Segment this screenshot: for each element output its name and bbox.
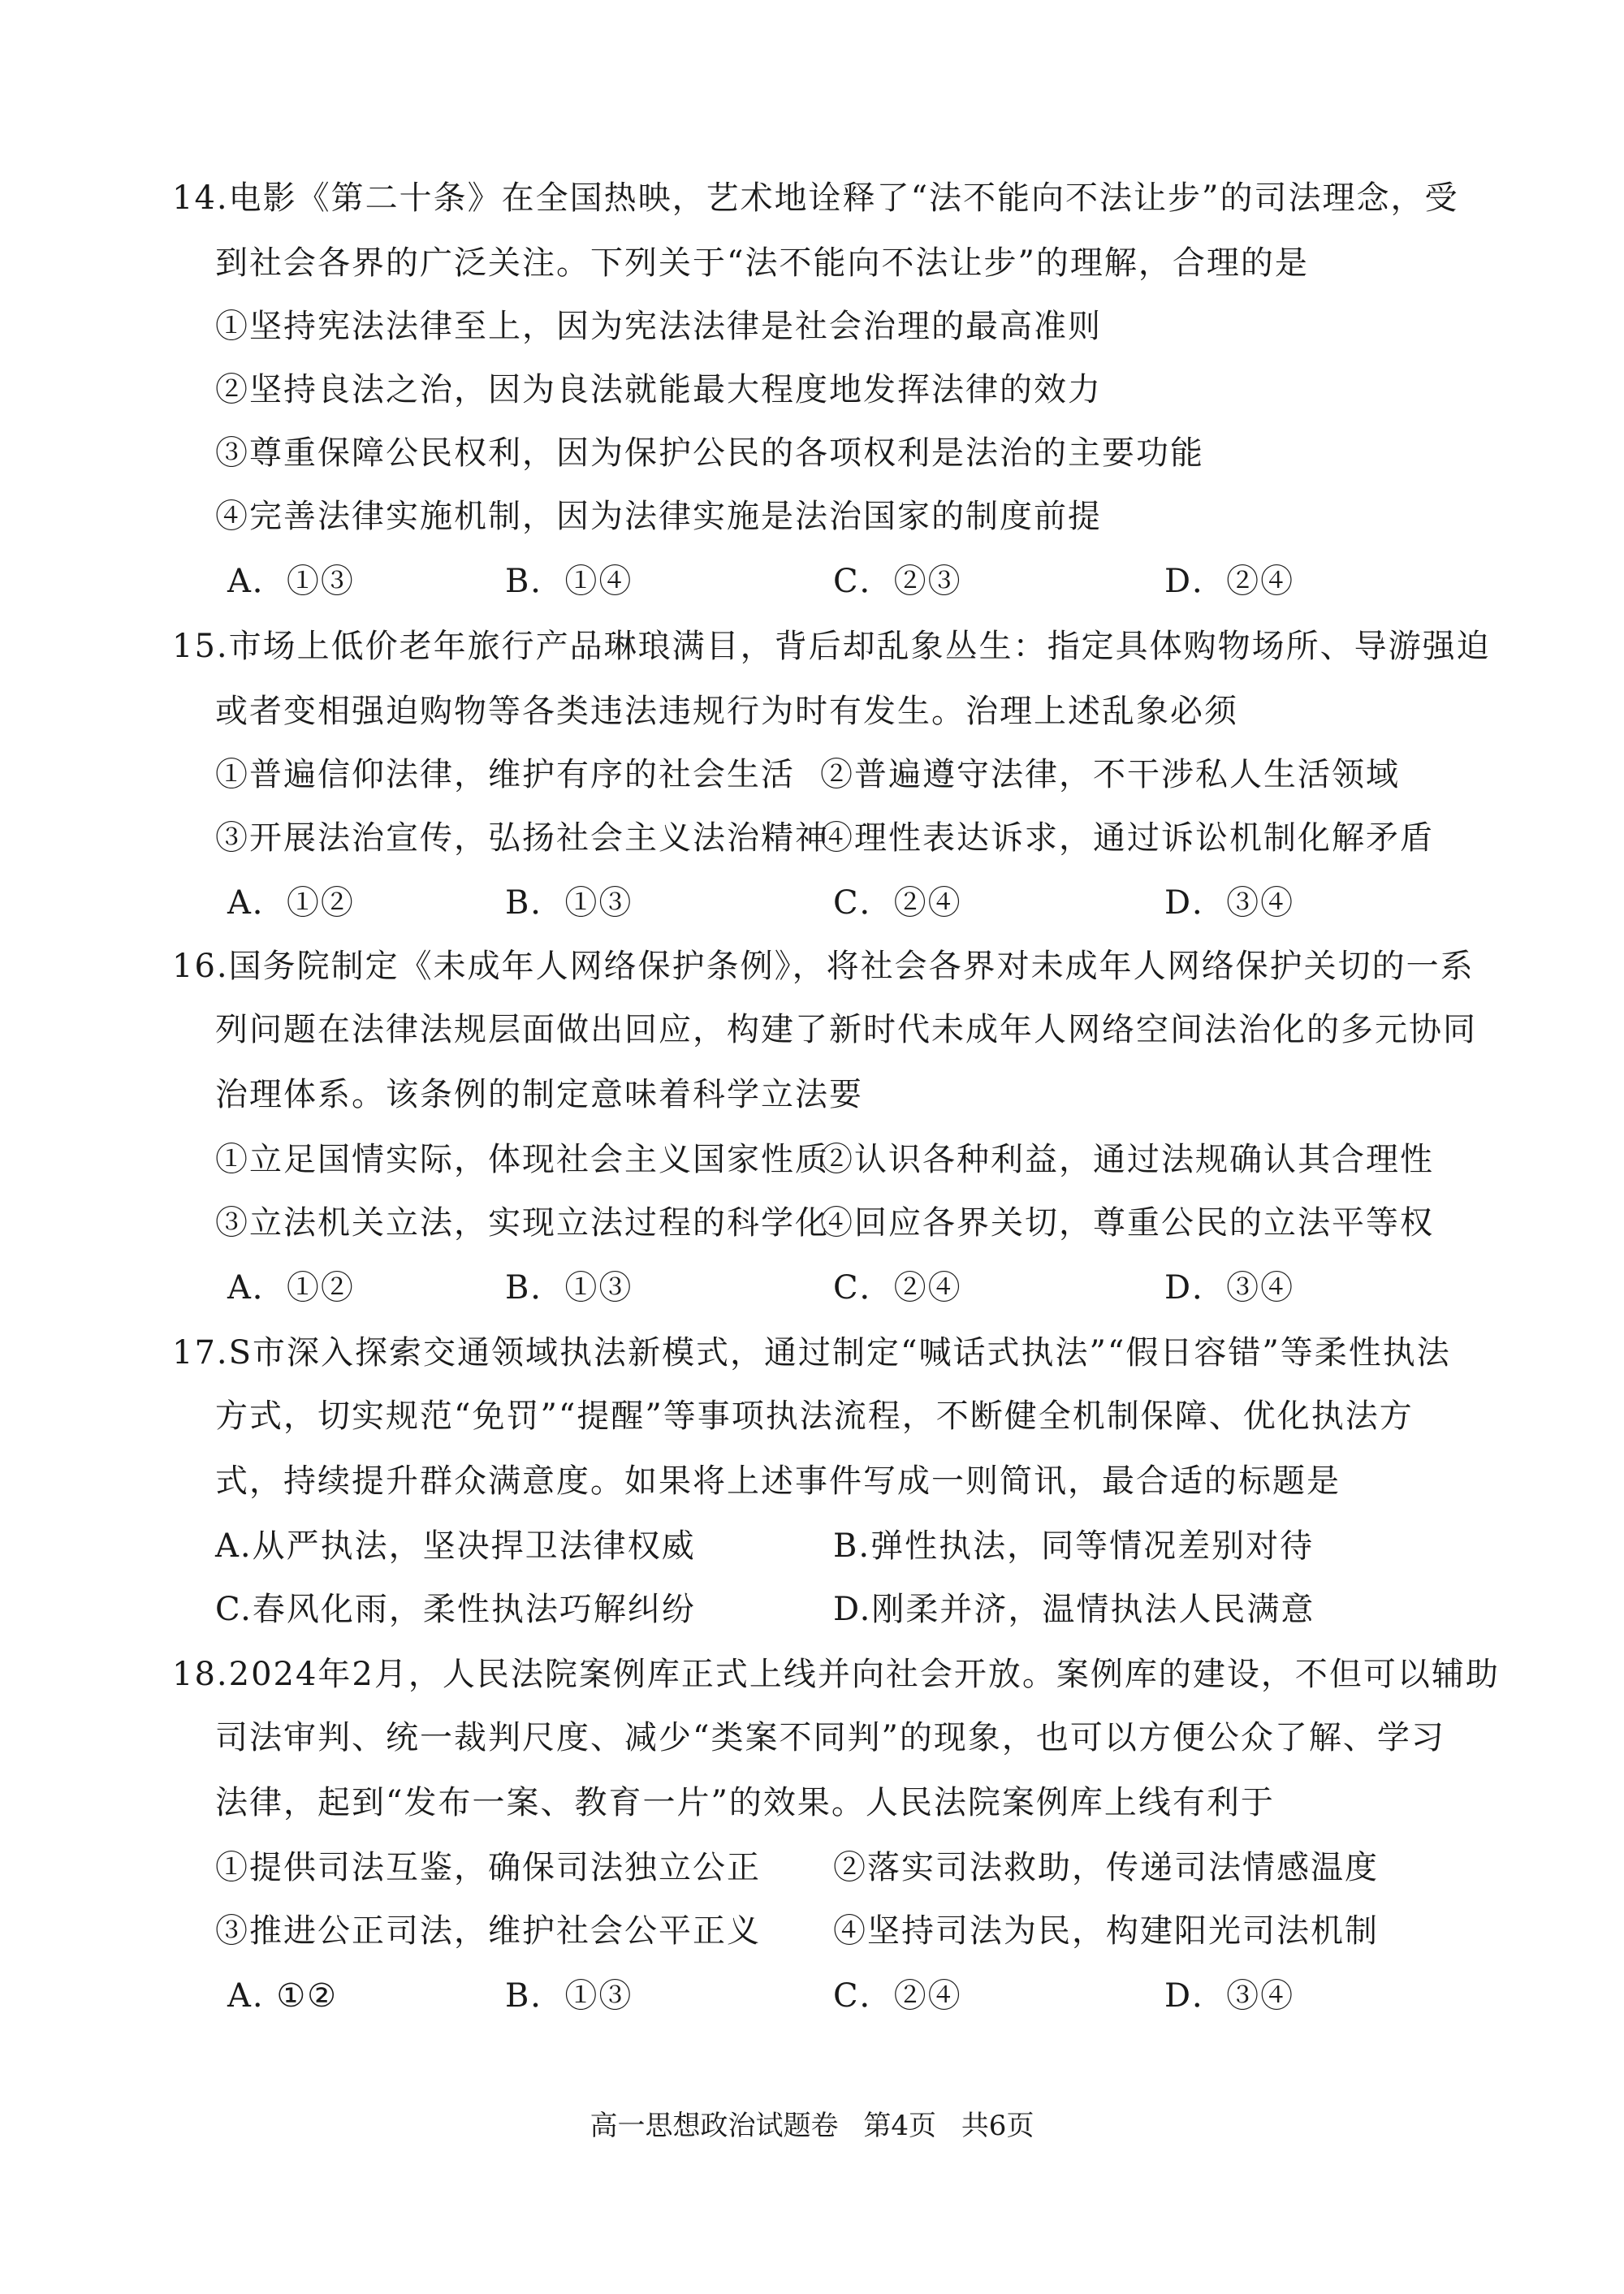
q17-option-c: C.春风化雨，柔性执法巧解纠纷 (215, 1591, 696, 1628)
q14-stem-line-2: 到社会各界的广泛关注。下列关于“法不能向不法让步”的理解，合理的是 (215, 244, 1309, 282)
q18-statement-1: ①提供司法互鉴，确保司法独立公正 (215, 1849, 761, 1886)
q15-option-a: A．①② (227, 884, 355, 922)
q14-option-d: D．②④ (1164, 563, 1295, 600)
q15-statement-1: ①普遍信仰法律，维护有序的社会生活 (215, 756, 795, 793)
q17-option-b: B.弹性执法，同等情况差别对待 (833, 1527, 1315, 1565)
q15-option-b: B．①③ (505, 884, 633, 922)
q16-stem-line-1: 16.国务院制定《未成年人网络保护条例》，将社会各界对未成年人网络保护关切的一系 (172, 948, 1475, 985)
q16-statement-4: ④回应各界关切，尊重公民的立法平等权 (820, 1204, 1434, 1242)
q14-statement-3: ③尊重保障公民权利，因为保护公民的各项权利是法治的主要功能 (215, 434, 1204, 472)
footer-title: 高一思想政治试题卷 (590, 2110, 839, 2142)
q14-statement-4: ④完善法律实施机制，因为法律实施是法治国家的制度前提 (215, 498, 1102, 535)
q16-statement-1: ①立足国情实际，体现社会主义国家性质 (215, 1141, 829, 1178)
q18-option-c: C．②④ (833, 1977, 962, 2015)
q16-stem-line-2: 列问题在法律法规层面做出回应，构建了新时代未成年人网络空间法治化的多元协同 (215, 1011, 1477, 1048)
q17-option-d: D.刚柔并济，温情执法人民满意 (833, 1591, 1315, 1628)
q15-statement-3: ③开展法治宣传，弘扬社会主义法治精神 (215, 819, 829, 857)
q15-stem-line-1: 15.市场上低价老年旅行产品琳琅满目，背后却乱象丛生：指定具体购物场所、导游强迫 (172, 628, 1491, 665)
q14-statement-1: ①坚持宪法法律至上，因为宪法法律是社会治理的最高准则 (215, 308, 1102, 345)
q15-option-c: C．②④ (833, 884, 962, 922)
q17-stem-line-2: 方式，切实规范“免罚”“提醒”等事项执法流程，不断健全机制保障、优化执法方 (215, 1398, 1414, 1435)
q16-stem-line-3: 治理体系。该条例的制定意味着科学立法要 (215, 1076, 863, 1113)
q15-statement-4: ④理性表达诉求，通过诉讼机制化解矛盾 (820, 819, 1434, 857)
q18-option-a: A. ①② (227, 1977, 339, 2015)
q18-statement-2: ②落实司法救助，传递司法情感温度 (833, 1849, 1379, 1886)
q17-stem-line-3: 式，持续提升群众满意度。如果将上述事件写成一则简讯，最合适的标题是 (215, 1462, 1341, 1500)
q18-stem-line-2: 司法审判、统一裁判尺度、减少“类案不同判”的现象，也可以方便公众了解、学习 (215, 1719, 1445, 1756)
q15-option-d: D．③④ (1164, 884, 1295, 922)
q17-stem-line-1: 17.S市深入探索交通领域执法新模式，通过制定“喊话式执法”“假日容错”等柔性执法 (172, 1334, 1451, 1372)
q15-stem-line-2: 或者变相强迫购物等各类违法违规行为时有发生。治理上述乱象必须 (215, 693, 1238, 730)
q16-option-b: B．①③ (505, 1269, 633, 1307)
q16-option-a: A．①② (227, 1269, 355, 1307)
q18-statement-4: ④坚持司法为民，构建阳光司法机制 (833, 1912, 1379, 1950)
q18-stem-line-1: 18.2024年2月，人民法院案例库正式上线并向社会开放。案例库的建设，不但可以辅助 (172, 1656, 1500, 1693)
q16-statement-2: ②认识各种利益，通过法规确认其合理性 (820, 1141, 1434, 1178)
q14-option-a: A．①③ (227, 563, 355, 600)
page-footer (0, 2110, 1624, 2142)
q15-statement-2: ②普遍遵守法律，不干涉私人生活领域 (820, 756, 1400, 793)
q14-stem-line-1: 14.电影《第二十条》在全国热映，艺术地诠释了“法不能向不法让步”的司法理念，受 (172, 179, 1459, 217)
q14-statement-2: ②坚持良法之治，因为良法就能最大程度地发挥法律的效力 (215, 371, 1102, 408)
q18-option-b: B．①③ (505, 1977, 633, 2015)
footer-page-number: 第4页 (863, 2110, 936, 2142)
q14-option-b: B．①④ (505, 563, 633, 600)
q18-stem-line-3: 法律，起到“发布一案、教育一片”的效果。人民法院案例库上线有利于 (215, 1784, 1275, 1821)
q18-statement-3: ③推进公正司法，维护社会公平正义 (215, 1912, 761, 1950)
q16-option-d: D．③④ (1164, 1269, 1295, 1307)
q18-option-d: D．③④ (1164, 1977, 1295, 2015)
q16-option-c: C．②④ (833, 1269, 962, 1307)
q16-statement-3: ③立法机关立法，实现立法过程的科学化 (215, 1204, 829, 1242)
q14-option-c: C．②③ (833, 563, 962, 600)
q17-option-a: A.从严执法，坚决捍卫法律权威 (215, 1527, 696, 1565)
footer-total-pages: 共6页 (961, 2110, 1034, 2142)
